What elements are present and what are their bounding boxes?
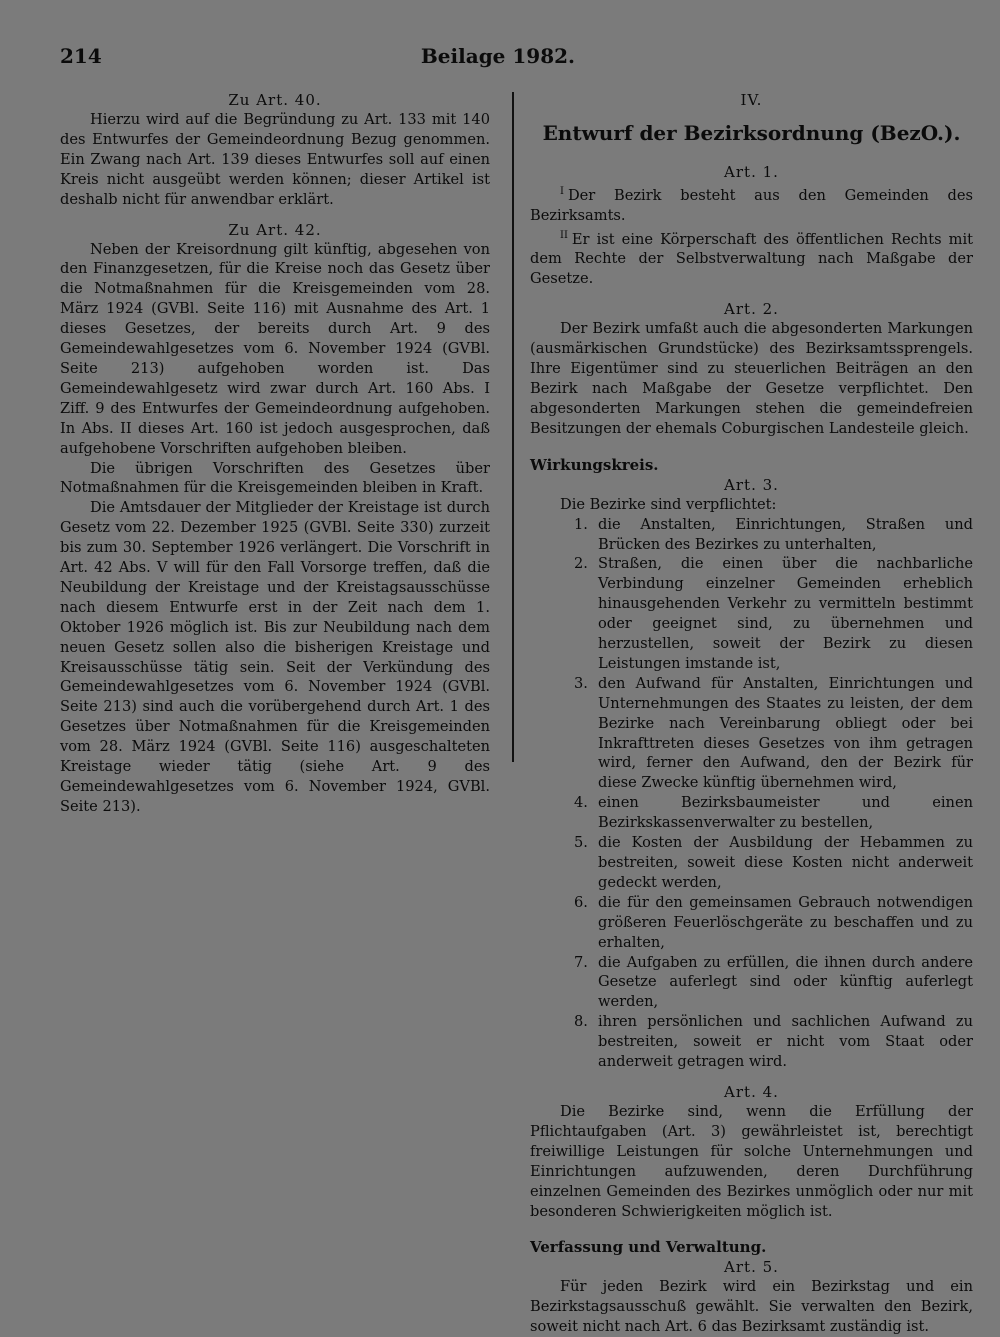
- paragraph: Die Bezirke sind, wenn die Erfüllung der Pflichtaufgaben (Art. 3) gewährleistet ist, berechtigt freiwillige Leistungen für solche Unternehmungen und Einrichtungen aufzuwenden, deren Durchführung einzelnen Gemeinden des Bezirkes unmöglich oder nur mit besonderen Schwierigkeiten möglich ist.: [530, 1102, 973, 1220]
- heading-art-5: Art. 5.: [724, 1258, 779, 1277]
- paragraph: Die Bezirke sind verpflichtet:: [560, 495, 777, 513]
- list-item-text: Straßen, die einen über die nachbarliche Verbindung einzelner Gemeinden erheblich hinausgehenden Verkehr zu vermitteln bestimmt oder geeignet sind, zu übernehmen und herzustellen, soweit der Bezirk zu diesen Leistungen imstande ist,: [598, 555, 973, 672]
- list-item: [530, 953, 973, 1013]
- section-heading-verfassung: Verfassung und Verwaltung.: [530, 1238, 767, 1257]
- paragraph: $^{II}$ Er ist eine Körperschaft des öffentlichen Rechts mit dem Rechte der Selbstverwaltung nach Maßgabe der Gesetze.: [530, 229, 973, 288]
- list-item-number: 8.: [574, 1013, 588, 1031]
- page-header: [60, 44, 575, 74]
- section-roman-numeral: IV.: [740, 91, 763, 109]
- list-item: [530, 833, 973, 893]
- list-item-text: den Aufwand für Anstalten, Einrichtungen und Unternehmungen des Staates zu leisten, der dem Bezirke nach Vereinbarung obliegt oder bei Inkrafttreten dieses Gesetzes von ihm getragen wird, ferner den Aufwand, den der Bezirk für diese Zwecke künftig übernehmen wird,: [598, 674, 973, 792]
- list-item-number: 2.: [574, 555, 588, 573]
- list-item-text: ihren persönlichen und sachlichen Aufwand zu bestreiten, soweit er nicht vom Staat oder anderweit getragen wird.: [598, 1013, 973, 1071]
- list-item-text: die Anstalten, Einrichtungen, Straßen und Brücken des Bezirkes zu unterhalten,: [598, 515, 973, 553]
- paragraph: Die Amtsdauer der Mitglieder der Kreistage ist durch Gesetz vom 22. Dezember 1925 (GVBl. Seite 330) zurzeit bis zum 30. September 1926 verlängert. Die Vorschrift in Art. 42 Abs. V will für den Fall Vorsorge treffen, daß die Neubildung der Kreistage und der Kreistagsausschüsse nach diesem Entwurfe erst in der Zeit nach dem 1. Oktober 1926 möglich ist. Bis zur Neubildung nach dem neuen Gesetz sollen also die bisherigen Kreistage und Kreisausschüsse tätig sein. Seit der Verkündung des Gemeindewahlgesetzes vom 6. November 1924 (GVBl. Seite 213) sind auch die vorübergehend durch Art. 1 des Gesetzes über Notmaßnahmen für die Kreisgemeinden vom 28. März 1924 (GVBl. Seite 116) ausgeschalteten Kreistage wieder tätig (siehe Art. 9 des Gemeindewahlgesetzes vom 6. November 1924, GVBl. Seite 213).: [60, 499, 490, 815]
- heading-art-4: Art. 4.: [724, 1082, 779, 1101]
- list-item-text: einen Bezirksbaumeister und einen Bezirkskassenverwalter zu bestellen,: [598, 794, 973, 832]
- list-item-text: die Kosten der Ausbildung der Hebammen zu bestreiten, soweit diese Kosten nicht anderweit gedeckt werden,: [598, 834, 973, 891]
- list-item-text: die Aufgaben zu erfüllen, die ihnen durch andere Gesetze auferlegt sind oder künftig auferlegt werden,: [598, 953, 973, 1011]
- paragraph-mark: II: [560, 229, 568, 241]
- art-3-list: [530, 515, 973, 1072]
- heading-art-2: Art. 2.: [724, 300, 779, 319]
- list-item: [530, 515, 973, 555]
- right-column: [530, 90, 973, 1337]
- list-item-number: 1.: [574, 515, 588, 533]
- list-item: [530, 674, 973, 793]
- running-title: Beilage 1982.: [420, 44, 575, 68]
- list-item-number: 6.: [574, 893, 588, 911]
- list-item-text: die für den gemeinsamen Gebrauch notwendigen größeren Feuerlöschgeräte zu beschaffen und zu erhalten,: [598, 893, 973, 951]
- paragraph: $^I$ Der Bezirk besteht aus den Gemeinden des Bezirksamts.: [530, 186, 973, 224]
- heading-zu-art-42: Zu Art. 42.: [228, 220, 322, 239]
- list-item: [530, 893, 973, 953]
- list-item-number: 7.: [574, 953, 588, 971]
- heading-art-1: Art. 1.: [724, 163, 779, 181]
- paragraph-mark: I: [560, 186, 564, 197]
- list-item-number: 3.: [574, 674, 588, 692]
- list-item: [530, 793, 973, 833]
- left-column: [60, 90, 490, 817]
- list-item: [530, 1012, 973, 1072]
- column-divider: [512, 92, 514, 762]
- paragraph: Die übrigen Vorschriften des Gesetzes über Notmaßnahmen für die Kreisgemeinden bleiben in Kraft.: [60, 459, 490, 497]
- paragraph: Hierzu wird auf die Begründung zu Art. 133 mit 140 des Entwurfes der Gemeindeordnung Bezug genommen. Ein Zwang nach Art. 139 dieses Entwurfes soll auf einen Kreis nicht ausgeübt werden können; dieser Artikel ist deshalb nicht für anwendbar erklärt.: [60, 111, 490, 208]
- heading-art-3: Art. 3.: [724, 475, 779, 494]
- list-item-number: 4.: [574, 794, 588, 812]
- list-item: [530, 554, 973, 673]
- paragraph: Der Bezirk umfaßt auch die abgesonderten Markungen (ausmärkischen Grundstücke) des Bezirksamtssprengels. Ihre Eigentümer sind zu steuerlichen Beiträgen an den Bezirk nach Maßgabe der Gesetze verpflichtet. Den abgesonderten Markungen stehen die gemeindefreien Besitzungen der ehemals Coburgischen Landesteile gleich.: [530, 320, 973, 437]
- paragraph: Neben der Kreisordnung gilt künftig, abgesehen von den Finanzgesetzen, für die Kreise noch das Gesetz über die Notmaßnahmen für die Kreisgemeinden vom 28. März 1924 (GVBl. Seite 116) mit Ausnahme des Art. 1 dieses Gesetzes, der bereits durch Art. 9 des Gemeindewahlgesetzes vom 6. November 1924 (GVBl. Seite 213) aufgehoben worden ist. Das Gemeindewahlgesetz wird zwar durch Art. 160 Abs. I Ziff. 9 des Entwurfes der Gemeindeordnung aufgehoben. In Abs. II dieses Art. 160 ist jedoch ausgesprochen, daß aufgehobene Vorschriften aufgehoben bleiben.: [60, 240, 490, 457]
- section-heading-wirkungskreis: Wirkungskreis.: [530, 455, 659, 474]
- list-item-number: 5.: [574, 834, 588, 852]
- heading-zu-art-40: Zu Art. 40.: [228, 91, 322, 109]
- paragraph: Für jeden Bezirk wird ein Bezirkstag und ein Bezirkstagsausschuß gewählt. Sie verwalten den Bezirk, soweit nicht nach Art. 6 das Bezirksamt zuständig ist.: [530, 1278, 973, 1336]
- document-title: Entwurf der Bezirksordnung (BezO.).: [542, 121, 961, 145]
- page-number: 214: [60, 44, 102, 68]
